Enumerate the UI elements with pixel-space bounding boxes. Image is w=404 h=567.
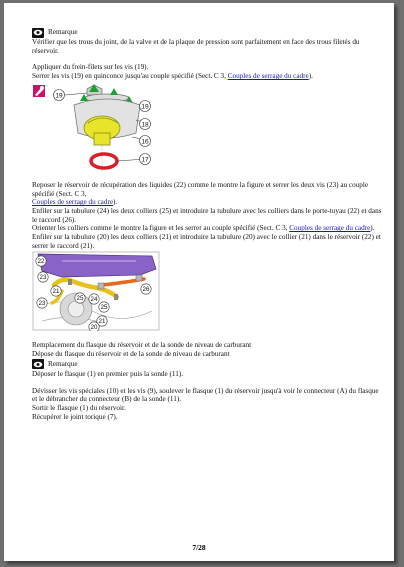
paragraph: Orienter les colliers comme le montre la figure et les serrer au couple spécifié (Sect. C 3, Couples de serrage du cadre). xyxy=(32,224,375,233)
note-label: Remarque xyxy=(48,359,78,368)
note-1 xyxy=(32,27,382,38)
callout: 23 xyxy=(39,274,47,282)
callout: 25 xyxy=(76,295,84,303)
callout: 24 xyxy=(90,296,98,304)
link[interactable]: Couples de serrage du cadre xyxy=(227,72,309,81)
note-label: Remarque xyxy=(48,28,78,37)
paragraph: Enfiler sur la tubulure (20) les deux colliers (21) et introduire la tubulure (20) avec le collier (21) dans le réservoir (22) et serrer le raccord (21). xyxy=(32,233,381,250)
callout-17: 17 xyxy=(141,156,149,164)
figure-tank-illustration xyxy=(32,251,160,331)
eye-icon xyxy=(32,359,44,369)
eye-icon xyxy=(32,28,44,38)
callout: 25 xyxy=(100,304,108,312)
callout: 23 xyxy=(38,300,46,308)
callout: 22 xyxy=(37,258,45,266)
figure-valve-plate xyxy=(32,83,152,181)
paragraph: Sortir le flasque (1) du réservoir. xyxy=(32,403,126,412)
paragraph: Couples de serrage du cadre). xyxy=(32,198,118,207)
callout: 26 xyxy=(142,286,150,294)
paragraph: Vérifier que les trous du joint, de la valve et de la plaque de pression sont parfaitement en face des trous filetés du réservoir. xyxy=(32,38,360,55)
paragraph: Serrer les vis (19) en quinconce jusqu'au couple spécifié (Sect. C 3, Couples de serrage du cadre). xyxy=(32,72,313,81)
paragraph: Reposer le réservoir de récupération des liquides (22) comme le montre la figure et serrer les deux vis (23) au couple spécifié (Sect. C 3, xyxy=(32,180,369,198)
page-content xyxy=(32,27,382,421)
callout-19b: 19 xyxy=(141,103,149,111)
paragraph: Enfiler sur la tubulure (24) les deux colliers (25) et introduire la tubulure avec les colliers dans le porte-tuyau (22) et dans le raccord (26). xyxy=(32,206,382,224)
note-2 xyxy=(32,359,382,370)
paragraph: Déposer le flasque (1) en premier puis la sonde (11). xyxy=(32,369,184,378)
section-heading: Remplacement du flasque du réservoir et de la sonde de niveau de carburant xyxy=(32,341,252,350)
figure-valve-illustration xyxy=(32,83,152,181)
callout: 21 xyxy=(52,288,60,296)
callout-16: 16 xyxy=(141,138,149,146)
figure-tank-pipes xyxy=(32,251,160,331)
callout: 21 xyxy=(98,318,106,326)
paragraph: Appliquer du frein-filets sur les vis (19). xyxy=(32,63,149,72)
paragraph: Dévisser les vis spéciales (10) et les vis (9), soulever le flasque (1) du réservoir jusqu'à voir le connecteur (A) du flasque et le débrancher du connecteur (B) de la sonde (11). xyxy=(32,386,379,404)
paragraph: Récupérer le joint torique (7). xyxy=(32,412,118,421)
callout-18: 18 xyxy=(141,121,149,129)
callout: 20 xyxy=(90,324,98,332)
callout-19a: 19 xyxy=(55,92,63,100)
link[interactable]: Couples de serrage du cadre xyxy=(289,224,371,233)
section-subheading: Dépose du flasque du réservoir et de la sonde de niveau de carburant xyxy=(32,350,230,359)
torque-wrench-icon xyxy=(33,85,45,97)
page-number: 7/28 xyxy=(192,543,206,552)
document-page xyxy=(4,3,394,561)
link[interactable]: Couples de serrage du cadre xyxy=(32,198,114,207)
